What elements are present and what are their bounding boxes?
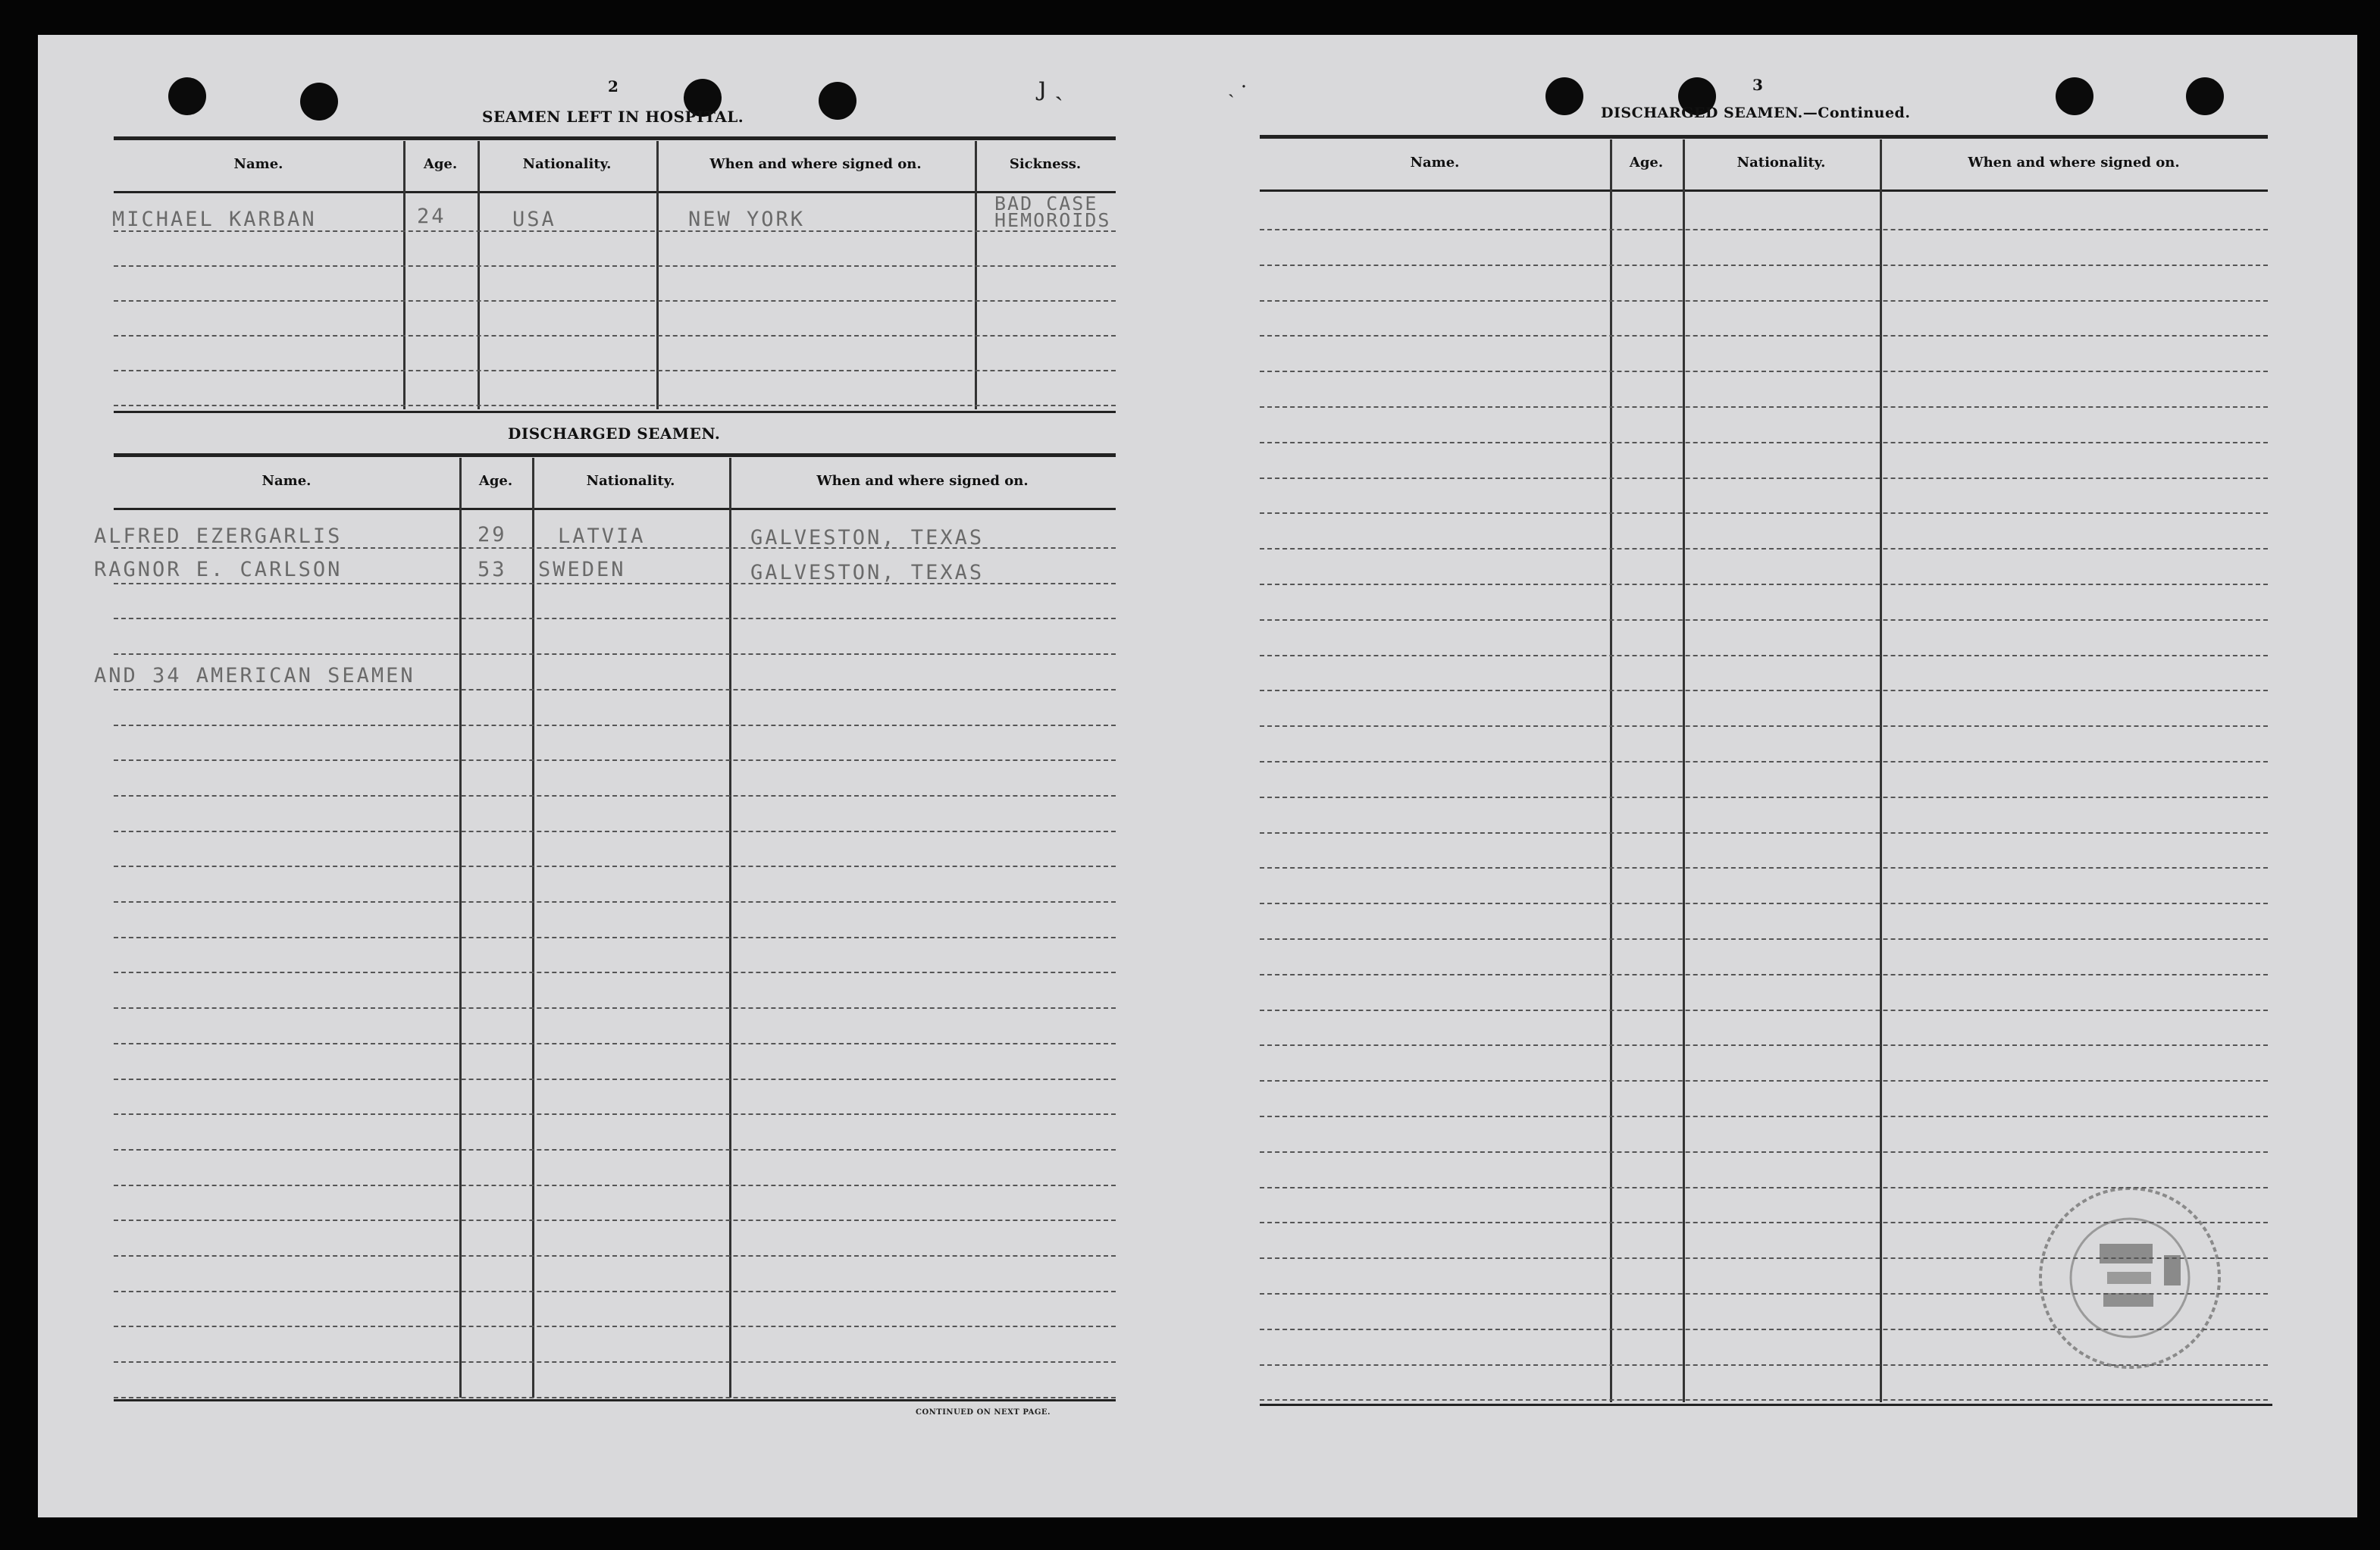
right-col-age: Age. xyxy=(1629,155,1664,171)
ruled-line xyxy=(1260,797,2268,798)
ruled-line xyxy=(1260,725,2268,727)
column-divider xyxy=(1880,139,1882,1402)
ruled-line xyxy=(1260,655,2268,656)
discharged-signed-on: GALVESTON, TEXAS xyxy=(750,526,985,550)
ruled-line xyxy=(114,759,1116,761)
hospital-signed-on: NEW YORK xyxy=(688,208,806,231)
ruled-line xyxy=(114,1326,1116,1327)
right-col-nationality: Nationality. xyxy=(1736,155,1826,171)
pencil-mark: ˏ · xyxy=(1228,76,1248,99)
hospital-sickness-line2: HEMOROIDS xyxy=(994,209,1111,231)
ruled-line xyxy=(1260,1010,2268,1011)
ruled-line xyxy=(114,937,1116,938)
page-number-right: 3 xyxy=(1752,76,1763,94)
discharged-age: 53 xyxy=(478,558,507,581)
ruled-line xyxy=(114,1185,1116,1186)
ruled-line xyxy=(1260,265,2268,266)
discharged-nationality: LATVIA xyxy=(558,524,646,548)
ruled-line xyxy=(114,1149,1116,1151)
ruled-line xyxy=(1260,300,2268,302)
punch-hole-left-4 xyxy=(819,82,856,120)
hospital-col-nationality: Nationality. xyxy=(522,156,612,172)
ruled-line xyxy=(114,972,1116,973)
punch-hole-right-4 xyxy=(2186,77,2224,115)
ruled-line xyxy=(1260,1329,2268,1330)
ruled-line xyxy=(114,300,1116,302)
ruled-line xyxy=(1260,1399,2268,1401)
column-divider xyxy=(656,141,659,409)
ruled-line xyxy=(1260,619,2268,621)
ruled-line xyxy=(1260,1364,2268,1366)
hospital-bottom-rule xyxy=(114,411,1116,413)
hospital-col-age: Age. xyxy=(423,156,458,172)
ruled-line xyxy=(1260,938,2268,940)
ruled-line xyxy=(1260,1044,2268,1046)
ruled-line xyxy=(1260,442,2268,443)
column-divider xyxy=(1683,139,1685,1402)
discharged-name: ALFRED EZERGARLIS xyxy=(94,524,343,548)
right-col-signed-on: When and where signed on. xyxy=(1968,155,2180,171)
hospital-nationality: USA xyxy=(512,208,556,231)
page-number-left: 2 xyxy=(608,77,618,96)
ruled-line xyxy=(114,901,1116,903)
ruled-line xyxy=(114,1397,1116,1398)
ruled-line xyxy=(114,1113,1116,1115)
ruled-line xyxy=(1260,761,2268,762)
ruled-line xyxy=(1260,229,2268,230)
ruled-line xyxy=(114,583,1116,584)
ruled-line xyxy=(1260,832,2268,834)
ruled-line xyxy=(1260,335,2268,337)
ruled-line xyxy=(114,795,1116,797)
ruled-line xyxy=(114,265,1116,267)
column-divider xyxy=(975,141,977,409)
discharged-top-rule xyxy=(114,453,1116,457)
ruled-line xyxy=(1260,1187,2268,1188)
discharged-heading: DISCHARGED SEAMEN. xyxy=(508,424,721,443)
hospital-col-signed-on: When and where signed on. xyxy=(709,156,922,172)
punch-hole-left-2 xyxy=(300,83,338,121)
column-divider xyxy=(403,141,406,409)
ruled-line xyxy=(114,230,1116,232)
ruled-line xyxy=(114,866,1116,867)
discharged-col-name: Name. xyxy=(261,473,312,489)
discharged-col-signed-on: When and where signed on. xyxy=(816,473,1029,489)
ruled-line xyxy=(114,1291,1116,1292)
ruled-line xyxy=(1260,1080,2268,1082)
hospital-name: MICHAEL KARBAN xyxy=(112,208,317,231)
left-bottom-rule xyxy=(114,1399,1116,1401)
ruled-line xyxy=(1260,1222,2268,1223)
punch-hole-right-3 xyxy=(2056,77,2093,115)
right-header-rule xyxy=(1260,189,2268,192)
pencil-mark: ȷ ˎ xyxy=(1038,71,1063,102)
discharged-col-age: Age. xyxy=(478,473,513,489)
office-stamp xyxy=(2016,1172,2244,1384)
ruled-line xyxy=(1260,903,2268,904)
column-divider xyxy=(1610,139,1612,1402)
discharged-note: AND 34 AMERICAN SEAMEN xyxy=(94,664,415,687)
ruled-line xyxy=(114,725,1116,726)
ruled-line xyxy=(114,1007,1116,1009)
ruled-line xyxy=(114,1255,1116,1257)
ruled-line xyxy=(114,547,1116,549)
hospital-col-name: Name. xyxy=(233,156,283,172)
ruled-line xyxy=(114,1079,1116,1080)
hospital-heading: SEAMEN LEFT IN HOSPITAL. xyxy=(482,108,744,126)
hospital-top-rule xyxy=(114,136,1116,140)
right-col-name: Name. xyxy=(1410,155,1460,171)
hospital-header-rule xyxy=(114,191,1116,193)
discharged-col-nationality: Nationality. xyxy=(586,473,675,489)
ruled-line xyxy=(1260,512,2268,514)
ruled-line xyxy=(1260,584,2268,585)
ruled-line xyxy=(1260,1116,2268,1117)
ruled-line xyxy=(1260,867,2268,869)
ruled-line xyxy=(1260,371,2268,372)
hospital-sickness-line1: BAD CASE xyxy=(994,193,1098,214)
ruled-line xyxy=(114,653,1116,655)
ruled-line xyxy=(114,1361,1116,1363)
ruled-line xyxy=(114,618,1116,619)
ruled-line xyxy=(1260,690,2268,691)
ruled-line xyxy=(1260,1293,2268,1295)
ruled-line xyxy=(1260,548,2268,550)
ruled-line xyxy=(1260,974,2268,975)
ruled-line xyxy=(1260,1151,2268,1153)
discharged-signed-on: GALVESTON, TEXAS xyxy=(750,561,985,584)
column-divider xyxy=(478,141,480,409)
ruled-line xyxy=(1260,406,2268,408)
column-divider xyxy=(729,458,731,1398)
discharged-header-rule xyxy=(114,508,1116,510)
punch-hole-right-1 xyxy=(1545,77,1583,115)
column-divider xyxy=(532,458,534,1398)
ruled-line xyxy=(1260,478,2268,479)
hospital-age: 24 xyxy=(417,205,446,228)
ruled-line xyxy=(114,370,1116,371)
ruled-line xyxy=(114,405,1116,406)
right-top-rule xyxy=(1260,135,2268,139)
ruled-line xyxy=(114,1220,1116,1221)
ruled-line xyxy=(114,335,1116,337)
ruled-line xyxy=(114,1043,1116,1044)
column-divider xyxy=(459,458,462,1398)
manifest-sheet xyxy=(38,35,2357,1517)
discharged-age: 29 xyxy=(478,523,507,546)
continued-footer: CONTINUED ON NEXT PAGE. xyxy=(916,1408,1051,1417)
discharged-name: RAGNOR E. CARLSON xyxy=(94,558,343,581)
ruled-line xyxy=(1260,1257,2268,1259)
ruled-line xyxy=(114,689,1116,690)
ruled-line xyxy=(114,831,1116,832)
right-heading: DISCHARGED SEAMEN.—Continued. xyxy=(1601,105,1911,121)
hospital-col-sickness: Sickness. xyxy=(1009,156,1082,172)
right-bottom-rule xyxy=(1260,1404,2272,1406)
discharged-nationality: SWEDEN xyxy=(538,558,626,581)
punch-hole-left-1 xyxy=(168,77,206,115)
